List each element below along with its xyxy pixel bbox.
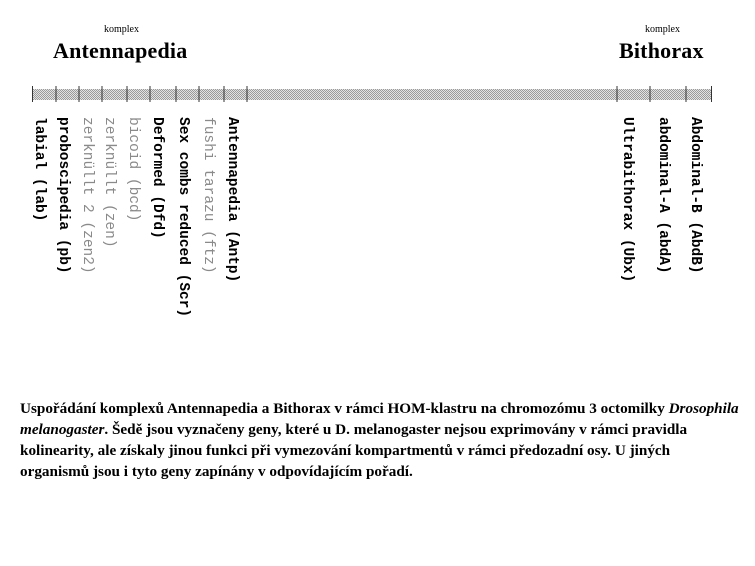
gene-label: Deformed (Dfd) — [149, 117, 165, 239]
figure-caption — [20, 398, 740, 482]
gene-label: Sex combs reduced (Scr) — [175, 117, 191, 318]
antennapedia-complex-title: Antennapedia — [53, 38, 188, 63]
gene-label: labial (lab) — [31, 117, 47, 222]
gene-label: Abdominal-B (AbdB) — [687, 117, 703, 274]
bithorax-complex-title: Bithorax — [619, 38, 704, 63]
gene-label: proboscipedia (pb) — [55, 117, 71, 274]
antennapedia-komplex-label: komplex — [104, 24, 139, 35]
gene-label: Ultrabithorax (Ubx) — [619, 117, 635, 283]
bithorax-komplex-label: komplex — [645, 24, 680, 35]
gene-label: zerknüllt 2 (zen2) — [79, 117, 95, 274]
gene-label: fushi tarazu (ftz) — [200, 117, 216, 274]
caption-part-2: . Šedě jsou vyznačeny geny, které u D. melanogaster nejsou exprimovány v rámci pravidla kolinearity, ale získaly jinou funkci při vymezování kompartmentů v rámci předozadní osy. U jiných organismů jsou i tyto geny zapínány v odpovídajícím pořadí. — [20, 421, 688, 480]
gene-label: zerknüllt (zen) — [101, 117, 117, 248]
gene-label: abdominal-A (abdA) — [655, 117, 671, 274]
gene-label: bicoid (bcd) — [125, 117, 141, 222]
gene-label: Antennapedia (Antp) — [224, 117, 240, 283]
caption-part-1: Uspořádání komplexů Antennapedia a Bithorax v rámci HOM-klastru na chromozómu 3 octomilky — [20, 400, 669, 417]
caption-species: Drosophila melanogaster — [20, 400, 739, 438]
chromosome-body — [32, 89, 712, 100]
chromosome-bar — [32, 86, 712, 102]
